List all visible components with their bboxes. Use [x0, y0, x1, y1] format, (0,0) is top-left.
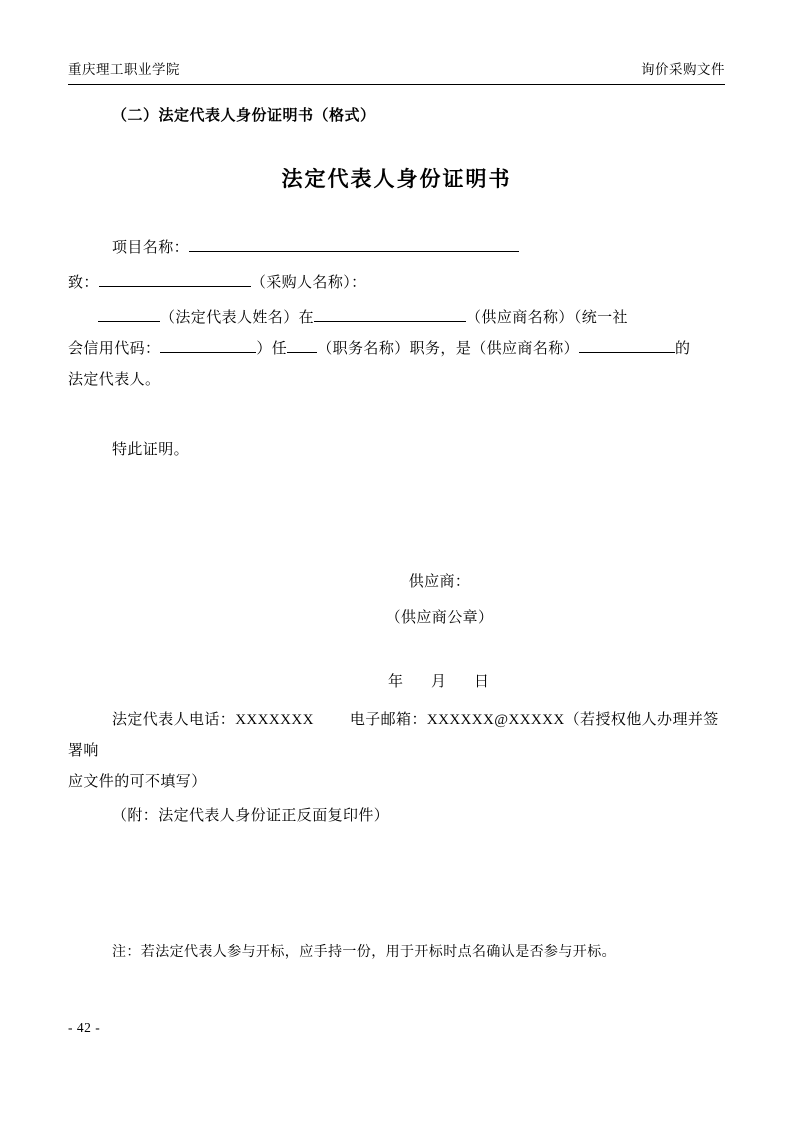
credit-code-label: 会信用代码： [68, 341, 161, 357]
email-label: 电子邮箱： [349, 712, 427, 728]
supplier-seal-label: （供应商公章） [385, 610, 494, 626]
contact-note-b: 应文件的可不填写） [68, 774, 207, 790]
paragraph-tail: 的 [675, 341, 691, 357]
footer-note: 注：若法定代表人参与开标，应手持一份，用于开标时点名确认是否参与开标。 [112, 945, 616, 960]
contact-note-a: （若授权他人办理并签署响 [68, 712, 719, 759]
certify-statement: 特此证明。 [112, 442, 190, 458]
project-name-label: 项目名称： [112, 239, 190, 256]
declaration-paragraph [68, 303, 725, 396]
date-day-label: 日 [474, 674, 492, 690]
header-divider [68, 84, 725, 85]
project-name-blank[interactable] [189, 235, 519, 252]
header-document-type: 询价采购文件 [641, 62, 725, 77]
date-line [0, 670, 793, 691]
section-label: （二）法定代表人身份证明书（格式） [112, 108, 376, 124]
supplier-signature-label: 供应商： [408, 574, 471, 590]
supplier-name-suffix: （供应商名称）（统一社 [466, 310, 628, 326]
attachment-note: （附：法定代表人身份证正反面复印件） [112, 808, 390, 824]
contact-block [68, 705, 725, 798]
supplier-name-blank-2[interactable] [579, 336, 675, 353]
legal-rep-name-blank[interactable] [98, 305, 160, 322]
page-number: - 42 - [68, 1020, 101, 1035]
date-year-label: 年 [387, 674, 405, 690]
project-name-field-row [112, 235, 519, 257]
legal-rep-name-suffix: （法定代表人姓名）在 [160, 310, 315, 326]
email-value: XXXXXX@XXXXX [426, 712, 565, 728]
page-header [68, 58, 725, 78]
phone-value: XXXXXXX [235, 712, 314, 728]
post-prefix: ）任 [256, 341, 288, 357]
page-title: 法定代表人身份证明书 [281, 167, 512, 191]
addressee-blank[interactable] [99, 270, 251, 287]
header-institution: 重庆理工职业学院 [68, 62, 180, 77]
supplier-name-blank[interactable] [314, 305, 466, 322]
post-name-blank[interactable] [287, 336, 317, 353]
date-month-label: 月 [430, 674, 448, 690]
legal-rep-closing: 法定代表人。 [68, 372, 161, 388]
addressee-suffix: （采购人名称）： [250, 274, 367, 291]
addressee-label: 致： [68, 274, 99, 291]
credit-code-blank[interactable] [160, 336, 256, 353]
post-suffix: （职务名称）职务，是（供应商名称） [317, 341, 580, 357]
addressee-field-row [68, 270, 367, 292]
phone-label: 法定代表人电话： [112, 712, 236, 728]
